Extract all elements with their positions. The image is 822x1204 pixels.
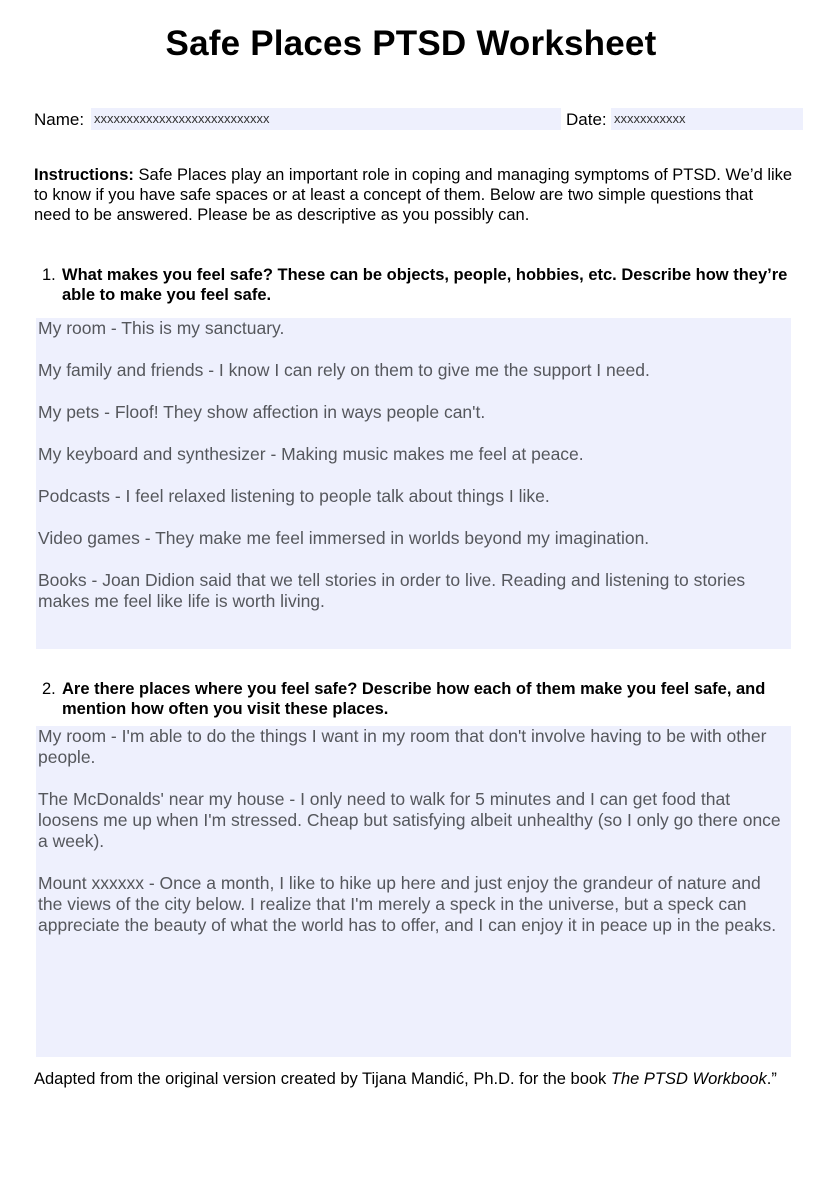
instructions-label: Instructions: xyxy=(34,166,134,184)
book-title: The PTSD Workbook xyxy=(610,1070,767,1088)
answer-line: My keyboard and synthesizer - Making music makes me feel at peace. xyxy=(38,444,584,464)
answer-line: My room - This is my sanctuary. xyxy=(38,318,285,338)
date-label: Date: xyxy=(566,110,607,129)
footer-text: Adapted from the original version created by Tijana Mandić, Ph.D. for the book xyxy=(34,1070,611,1088)
date-field[interactable]: xxxxxxxxxxx xyxy=(611,108,803,130)
footer-citation xyxy=(34,1070,794,1089)
question-text: Are there places where you feel safe? Describe how each of them make you feel safe, and mention how often you visit these places. xyxy=(62,680,766,718)
page-title: Safe Places PTSD Worksheet xyxy=(165,24,657,63)
question-text: What makes you feel safe? These can be objects, people, hobbies, etc. Describe how they’re able to make you feel safe. xyxy=(62,266,788,304)
answer-line: Books - Joan Didion said that we tell stories in order to live. Reading and listening to stories makes me feel like life is worth living. xyxy=(38,570,746,611)
answer-line: Video games - They make me feel immersed in worlds beyond my imagination. xyxy=(38,528,650,548)
question-number: 2. xyxy=(42,680,56,698)
question-2 xyxy=(34,679,794,719)
instructions-text: Safe Places play an important role in coping and managing symptoms of PTSD. We’d like to know if you have safe spaces or at least a concept of them. Below are two simple questions that need to be answered. Please be as descriptive as you possibly can. xyxy=(34,166,793,224)
footer-suffix: .” xyxy=(766,1070,777,1088)
answer-line: Podcasts - I feel relaxed listening to people talk about things I like. xyxy=(38,486,550,506)
name-field[interactable]: xxxxxxxxxxxxxxxxxxxxxxxxxxx xyxy=(91,108,561,130)
instructions xyxy=(34,165,794,225)
name-label: Name: xyxy=(34,110,85,129)
question-number: 1. xyxy=(42,266,56,284)
answer-line: My room - I'm able to do the things I want in my room that don't involve having to be with other people. xyxy=(38,726,767,767)
answer-field-2[interactable] xyxy=(36,726,791,1057)
answer-field-1[interactable] xyxy=(36,318,791,649)
answer-line: My family and friends - I know I can rely on them to give me the support I need. xyxy=(38,360,650,380)
answer-line: My pets - Floof! They show affection in ways people can't. xyxy=(38,402,486,422)
question-1 xyxy=(34,265,794,305)
answer-line: The McDonalds' near my house - I only need to walk for 5 minutes and I can get food that loosens me up when I'm stressed. Cheap but satisfying albeit unhealthy (so I only go there once a week). xyxy=(38,789,781,851)
answer-line: Mount xxxxxx - Once a month, I like to hike up here and just enjoy the grandeur of nature and the views of the city below. I realize that I'm merely a speck in the universe, but a speck can appreciate the beauty of what the world has to offer, and I can enjoy it in peace up in the peaks. xyxy=(38,873,777,935)
